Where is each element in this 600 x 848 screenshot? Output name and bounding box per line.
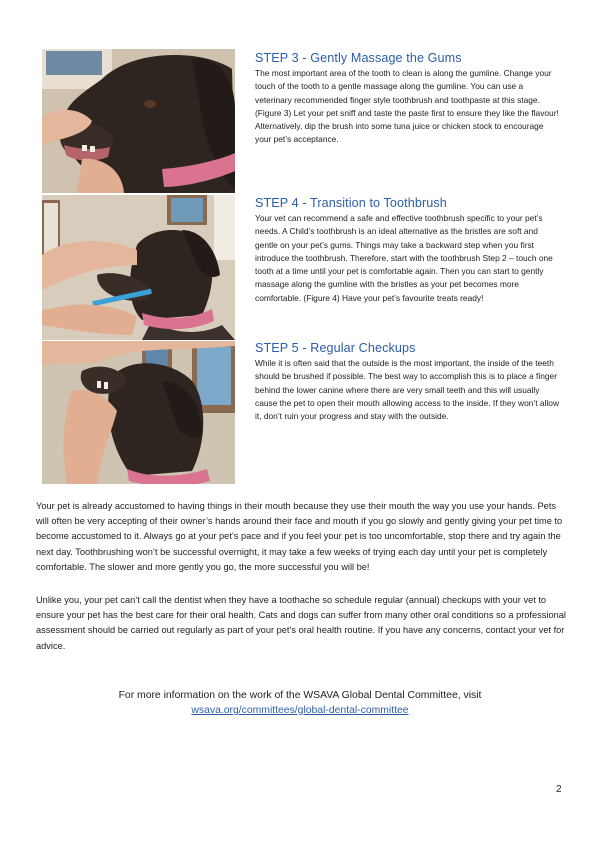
- footer-info-text: For more information on the work of the WSAVA Global Dental Committee, visit: [118, 690, 482, 701]
- page-number: 2: [556, 784, 562, 795]
- figure-4-photo: [42, 195, 235, 340]
- checkups-paragraph: Unlike you, your pet can’t call the dentist when they have a toothache so schedule regular (annual) checkups with your vet to ensure your pet has the best care for their oral health. Cats and dogs can suffer from many other oral conditions so a professional assessment should be carried out regularly as part of your pet’s oral health routine. If you have any concerns, contact your vet for advice.: [36, 595, 566, 651]
- step-3-heading: STEP 3 - Gently Massage the Gums: [255, 51, 462, 65]
- step-3-body: The most important area of the tooth to clean is along the gumline. Change your touch of the tooth to a gentle massage along the gumline. You can use a veterinary recommended finger style toothbrush and toothpaste at this stage. (Figure 3) Let your pet sniff and taste the paste first to ensure they like the flavour! Alternatively, dip the brush into some tuna juice or chicken stock to encourage your pet’s acceptance.: [255, 68, 559, 145]
- figure-3-photo: [42, 49, 235, 193]
- step-4-heading: STEP 4 - Transition to Toothbrush: [255, 196, 447, 210]
- figure-5-photo: [42, 341, 235, 484]
- committee-link[interactable]: wsava.org/committees/global-dental-committee: [191, 705, 409, 716]
- step-5-section: [255, 341, 560, 423]
- step-4-section: [255, 196, 560, 305]
- step-5-body: While it is often said that the outside is the most important, the inside of the teeth should be brushed if possible. The best way to accomplish this is to place a finger behind the lower canine where there are very small teeth and this will usually cause the pet to open their mouth allowing access to the inside. If they won’t allow it, don’t ruin your progress and stay with the outside.: [255, 358, 560, 422]
- step-5-heading: STEP 5 - Regular Checkups: [255, 341, 416, 355]
- accustomed-paragraph: Your pet is already accustomed to having things in their mouth because they use their mouth the way you use your hands. Pets will often be very accepting of their owner’s hands around their face and mouth if you go slowly and gently giving your pet time to become accustomed to it. Always go at your pet’s pace and if you feel your pet is too uncomfortable, stop there and try again the next day. Toothbrushing won’t be successful overnight, it may take a few weeks of trying each day until your pet is completely comfortable. The slower and more gently you go, the more successful you will be!: [36, 501, 563, 572]
- step-3-section: [255, 51, 560, 147]
- step-4-body: Your vet can recommend a safe and effective toothbrush specific to your pet’s needs. A Child’s toothbrush is an ideal alternative as the bristles are soft and gentle on your pet’s gums. Things may take a backward step when you first introduce the toothbrush. Therefore, start with the toothbrush Step 2 – touch one tooth at a time until your pet is comfortable again. Then you can start to gently massage along the gumline with the bristles as your pet becomes more comfortable. (Figure 4) Have your pet’s favourite treats ready!: [255, 213, 553, 303]
- footer-info: [0, 688, 600, 718]
